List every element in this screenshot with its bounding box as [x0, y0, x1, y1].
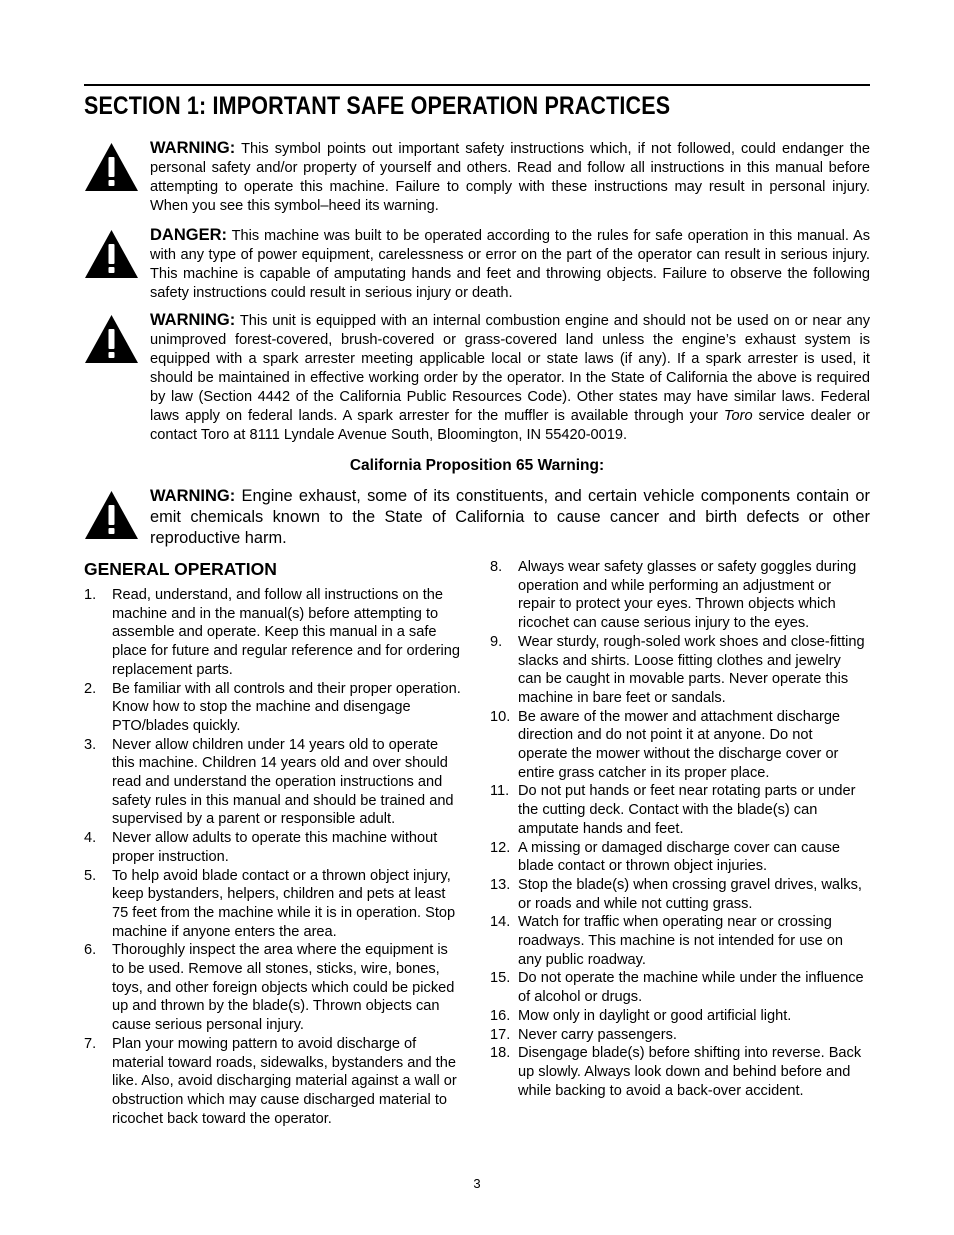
spark-arrester-body-cont: service dealer or contact Toro at 8111 Lyndale Avenue South, Bloomington, IN 55420-0019. [150, 408, 871, 443]
list-item-number: 11. [490, 783, 510, 800]
list-item [490, 876, 866, 913]
list-item [84, 941, 464, 1035]
warning-label: WARNING: [150, 487, 236, 505]
list-item [490, 1007, 866, 1026]
list-item-text: To help avoid blade contact or a thrown object injury, keep bystanders, helpers, children and pets at least 75 feet from the machine while it is in operation. Stop machine if anyone enters the area. [112, 867, 456, 940]
list-item-text: Read, understand, and follow all instructions on the machine and in the manual(s) before attempting to assemble and operate. Keep this manual in a safe place for future and regular reference and for ordering replacement parts. [112, 587, 461, 678]
list-item [490, 1026, 866, 1045]
list-item-text: Wear sturdy, rough-soled work shoes and close-fitting slacks and shirts. Loose fitting clothes and jewelry can be caught in movable parts. Never operate this machine in bare feet or sandals. [518, 633, 865, 706]
list-item [490, 633, 866, 708]
list-item-text: Never carry passengers. [518, 1026, 677, 1043]
list-item [490, 708, 866, 783]
warning-notice-symbol [84, 139, 870, 216]
page-number: 3 [473, 1176, 481, 1191]
proposition-65-body: Engine exhaust, some of its constituents, and certain vehicle components contain or emit chemicals known to the State of California to cause cancer and birth defects or other reproductive harm. [150, 487, 870, 547]
list-item-text: A missing or damaged discharge cover can cause blade contact or thrown object injuries. [518, 839, 841, 875]
list-item-text: Thoroughly inspect the area where the equipment is to be used. Remove all stones, sticks, wire, bones, toys, and other foreign objects which could be picked up and thrown by the blade(s). Thrown objects can cause serious personal injury. [112, 942, 455, 1034]
general-operation-left-column [84, 558, 464, 1128]
warning-label: WARNING: [150, 139, 236, 157]
warning-body: This symbol points out important safety instructions which, if not followed, could endanger the personal safety and/or property of yourself and others. Read and follow all instructions in this manual before attempting to operate this machine. Failure to comply with these instructions may result in personal injury. When you see this symbol–heed its warning. [150, 141, 870, 214]
warning-triangle-icon [84, 490, 139, 540]
list-item [84, 867, 464, 942]
list-item-text: Do not put hands or feet near rotating parts or under the cutting deck. Contact with the blade(s) can amputate hands and feet. [518, 783, 856, 837]
list-item [84, 829, 464, 866]
top-rule [84, 84, 870, 86]
list-item-text: Never allow children under 14 years old to operate this machine. Children 14 years old and over should read and understand the operation instructions and safety rules in this manual and should be trained and supervised by a parent or responsible adult. [112, 736, 454, 828]
proposition-65-heading: California Proposition 65 Warning: [349, 457, 605, 474]
list-item [490, 1044, 866, 1100]
list-item-number: 5. [84, 867, 97, 884]
brand-name: Toro [723, 408, 753, 424]
danger-notice [84, 226, 870, 303]
list-item-number: 7. [84, 1035, 97, 1052]
list-item-text: Stop the blade(s) when crossing gravel drives, walks, or roads and while not cutting grass. [518, 876, 862, 912]
list-item [84, 586, 464, 680]
danger-body: This machine was built to be operated according to the rules for safe operation in this manual. As with any type of power equipment, carelessness or error on the part of the operator can result in serious injury. This machine is capable of amputating hands and feet and throwing objects. Failure to observe the following safety instructions could result in serious injury or death. [150, 228, 870, 301]
general-operation-list-left [84, 586, 464, 1128]
list-item [490, 913, 866, 969]
spark-arrester-warning-notice [84, 311, 870, 445]
list-item-text: Always wear safety glasses or safety goggles during operation and while performing an adjustment or repair to protect your eyes. Thrown objects which ricochet can cause serious injury to the eyes. [518, 559, 857, 632]
list-item-text: Watch for traffic when operating near or crossing roadways. This machine is not intended for use on any public roadway. [518, 914, 844, 968]
list-item-number: 18. [490, 1045, 511, 1062]
list-item-text: Do not operate the machine while under the influence of alcohol or drugs. [518, 970, 864, 1006]
general-operation-heading: GENERAL OPERATION [84, 559, 277, 579]
warning-triangle-icon [84, 142, 139, 192]
warning-label: WARNING: [150, 311, 236, 329]
list-item-number: 6. [84, 942, 97, 959]
list-item-number: 15. [490, 970, 511, 987]
list-item-text: Plan your mowing pattern to avoid discharge of material toward roads, sidewalks, bystanders and the like. Also, avoid discharging material against a wall or obstruction which may cause discharged material to ricochet back toward the operator. [112, 1035, 457, 1127]
warning-triangle-icon [84, 314, 139, 364]
spark-arrester-warning-text [150, 311, 870, 445]
general-operation-list-right [490, 558, 866, 1100]
list-item-number: 1. [84, 587, 97, 603]
list-item-text: Be familiar with all controls and their proper operation. Know how to stop the machine and disengage PTO/blades quickly. [112, 680, 461, 734]
list-item-number: 16. [490, 1007, 511, 1024]
list-item-text: Disengage blade(s) before shifting into reverse. Back up slowly. Always look down and behind before and while backing to avoid a back-over accident. [518, 1045, 862, 1099]
section-title: SECTION 1: IMPORTANT SAFE OPERATION PRACTICES [84, 92, 671, 120]
list-item-number: 9. [490, 633, 503, 650]
list-item-number: 2. [84, 680, 97, 697]
list-item-number: 10. [490, 708, 511, 725]
list-item [490, 839, 866, 876]
list-item [84, 736, 464, 830]
list-item-text: Never allow adults to operate this machine without proper instruction. [112, 830, 438, 865]
warning-notice-text [150, 139, 870, 216]
danger-label: DANGER: [150, 226, 227, 244]
proposition-65-warning-notice [84, 486, 870, 549]
list-item-number: 17. [490, 1026, 511, 1043]
spark-arrester-body: This unit is equipped with an internal combustion engine and should not be used on or near any unimproved forest-covered, brush-covered or grass-covered land unless the engine’s exhaust system is equipped with a spark arrester meeting applicable local or state laws (if any). If a spark arrester is used, it should be maintained in effective working order by the operator. In the State of California the above is required by law (Section 4442 of the California Public Resources Code). Other states may have similar laws. Federal laws apply on federal lands. A spark arrester for the muffler is available through your [150, 313, 870, 424]
list-item [84, 1035, 464, 1129]
list-item [84, 680, 464, 736]
list-item-number: 12. [490, 839, 511, 856]
list-item [490, 969, 866, 1006]
list-item-number: 4. [84, 830, 97, 847]
list-item-number: 14. [490, 914, 511, 931]
proposition-65-warning-text [150, 486, 870, 549]
list-item-text: Be aware of the mower and attachment discharge direction and do not point it at anyone. Do not operate the mower without the discharge cover or entire grass catcher in its proper place. [518, 708, 841, 781]
general-operation-right-column [490, 558, 866, 1100]
list-item-text: Mow only in daylight or good artificial light. [518, 1007, 792, 1024]
danger-notice-text [150, 226, 870, 303]
warning-triangle-icon [84, 229, 139, 279]
list-item-number: 13. [490, 876, 511, 893]
list-item [490, 782, 866, 838]
list-item [490, 558, 866, 633]
list-item-number: 3. [84, 736, 97, 753]
list-item-number: 8. [490, 559, 503, 575]
